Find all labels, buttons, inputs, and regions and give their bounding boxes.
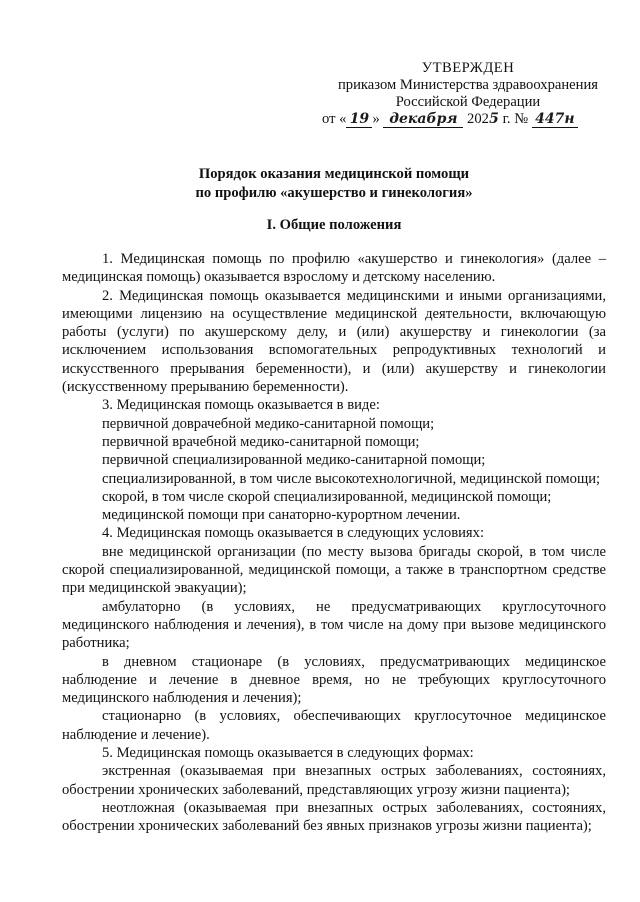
approval-federation-line: Российской Федерации [395, 94, 541, 110]
document-title [60, 165, 608, 203]
section-heading: I. Общие положения [266, 217, 402, 233]
paragraph: 3. Медицинская помощь оказывается в виде: [102, 397, 380, 414]
title-line-1: Порядок оказания медицинской помощи [198, 166, 470, 182]
paragraph: первичной специализированной медико-санитарной помощи; [102, 452, 486, 469]
year-prefix: 202 [467, 111, 489, 127]
date-prefix: от « [322, 111, 347, 127]
paragraph: 4. Медицинская помощь оказывается в следующих условиях: [102, 525, 484, 542]
handwritten-month: декабря [383, 112, 463, 128]
approval-heading: УТВЕРЖДЕН [421, 60, 515, 76]
paragraph: медицинской помощи при санаторно-курортном лечении. [102, 507, 461, 524]
approval-date-line [322, 111, 618, 128]
title-line-2: по профилю «акушерство и гинекология» [195, 185, 473, 201]
handwritten-order-number: 447н [532, 112, 578, 128]
order-number-label: г. № [502, 111, 529, 127]
handwritten-year-digit: 5 [489, 111, 499, 127]
handwritten-day: 19 [346, 112, 372, 128]
paragraph: экстренная (оказываемая при внезапных острых заболеваниях, состояниях, обострении хронических заболеваний, представляющих угрозу жизни пациента); [62, 763, 606, 798]
paragraph: 1. Медицинская помощь по профилю «акушерство и гинекология» (далее – медицинская помощь) оказывается взрослому и детскому населению. [62, 251, 606, 286]
paragraph: первичной врачебной медико-санитарной помощи; [102, 433, 420, 450]
paragraph: первичной доврачебной медико-санитарной помощи; [102, 415, 435, 432]
paragraph: амбулаторно (в условиях, не предусматривающих круглосуточного медицинского наблюдения и лечения), в том числе на дому при вызове медицинского работника; [62, 598, 606, 652]
approval-order-line: приказом Министерства здравоохранения [338, 77, 598, 93]
paragraph: в дневном стационаре (в условиях, предусматривающих медицинское наблюдение и лечение в дневное время, но не требующих круглосуточного медицинского наблюдения и лечения); [62, 653, 606, 707]
approval-block [318, 60, 618, 128]
paragraph: специализированной, в том числе высокотехнологичной, медицинской помощи; [102, 470, 601, 487]
document-body [62, 250, 606, 836]
paragraph: неотложная (оказываемая при внезапных острых заболеваниях, состояниях, обострении хронических заболеваний без явных признаков угрозы жизни пациента); [62, 799, 606, 835]
paragraph: 2. Медицинская помощь оказывается медицинскими и иными организациями, имеющими лицензию на осуществление медицинской деятельности, включающую работы (услуги) по акушерскому делу, и (или) акушерству и гинекологии (за исключением использования вспомогательных репродуктивных технологий и искусственного прерывания беременности), и (или) акушерству и гинекологии (искусственному прерыванию беременности). [62, 287, 606, 396]
paragraph: скорой, в том числе скорой специализированной, медицинской помощи; [102, 488, 552, 505]
paragraph: стационарно (в условиях, обеспечивающих круглосуточное медицинское наблюдение и лечение). [62, 708, 606, 743]
date-day-close: » [372, 111, 380, 127]
paragraph: 5. Медицинская помощь оказывается в следующих формах: [102, 745, 474, 762]
paragraph: вне медицинской организации (по месту вызова бригады скорой, в том числе скорой специализированной, медицинской помощи, а также в транспортном средстве при медицинской эвакуации); [62, 543, 606, 597]
